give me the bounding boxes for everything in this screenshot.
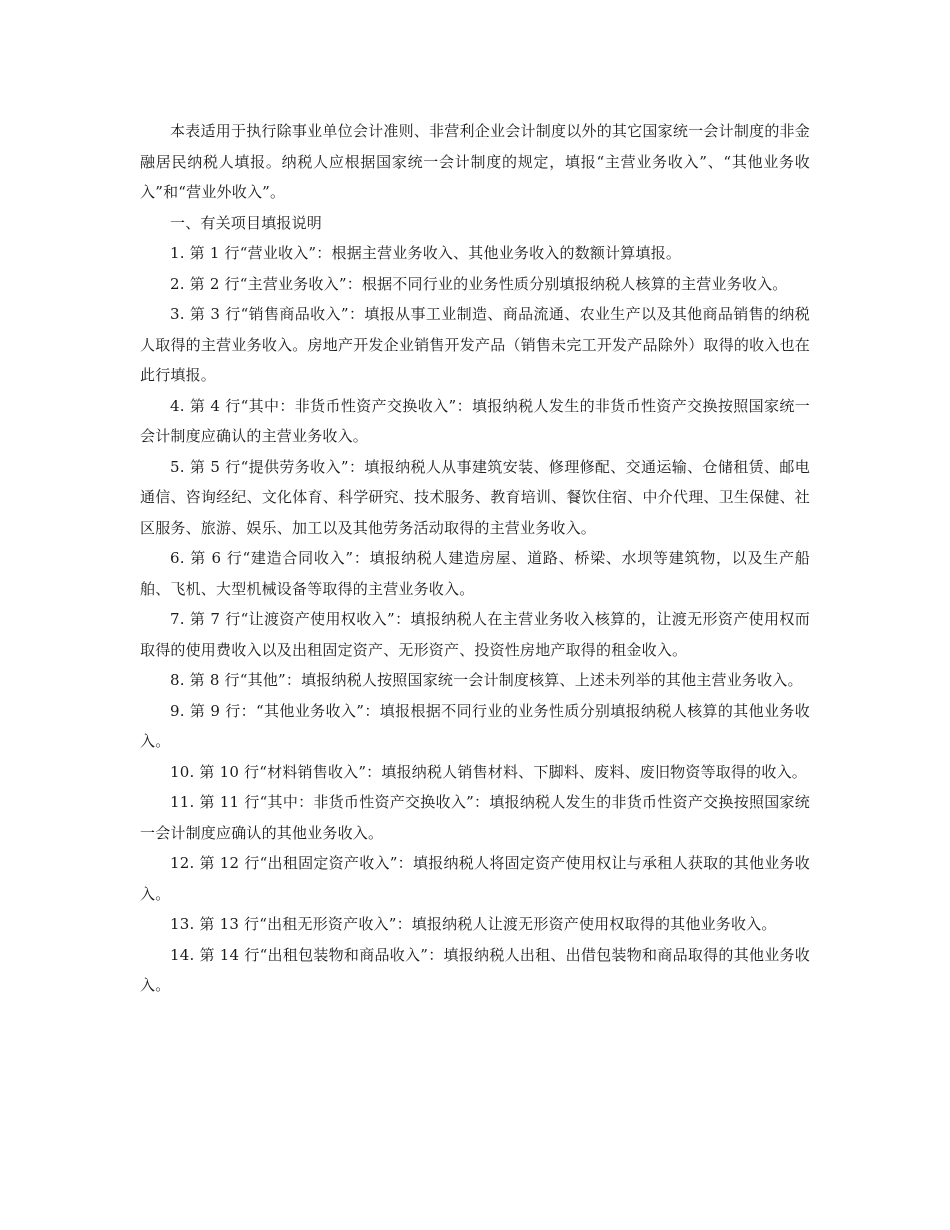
item-13-paragraph: 13. 第 13 行“出租无形资产收入”：填报纳税人让渡无形资产使用权取得的其他业务收入。	[170, 915, 777, 933]
item-2-paragraph: 2. 第 2 行“主营业务收入”：根据不同行业的业务性质分别填报纳税人核算的主营业务收入。	[170, 274, 788, 293]
item-10-paragraph: 10. 第 10 行“材料销售收入”：填报纳税人销售材料、下脚料、废料、废旧物资等取得的收入。	[170, 762, 807, 781]
document-body	[140, 116, 810, 1001]
item-3-paragraph: 3. 第 3 行“销售商品收入”：填报从事工业制造、商品流通、农业生产以及其他商品销售的纳税人取得的主营业务收入。房地产开发企业销售开发产品（销售未完工开发产品除外）取得的收入也在此行填报。	[140, 305, 810, 384]
item-7-paragraph: 7. 第 7 行“让渡资产使用权收入”：填报纳税人在主营业务收入核算的，让渡无形资产使用权而取得的使用费收入以及出租固定资产、无形资产、投资性房地产取得的租金收入。	[140, 610, 810, 659]
item-8-paragraph: 8. 第 8 行“其他”：填报纳税人按照国家统一会计制度核算、上述未列举的其他主营业务收入。	[170, 671, 803, 689]
item-9-paragraph: 9. 第 9 行：“其他业务收入”：填报根据不同行业的业务性质分别填报纳税人核算的其他业务收入。	[140, 701, 810, 750]
section-heading: 一、有关项目填报说明	[170, 213, 323, 232]
item-14-paragraph: 14. 第 14 行“出租包装物和商品收入”：填报纳税人出租、出借包装物和商品取得的其他业务收入。	[140, 945, 810, 994]
item-5-paragraph: 5. 第 5 行“提供劳务收入”：填报纳税人从事建筑安装、修理修配、交通运输、仓储租赁、邮电通信、咨询经纪、文化体育、科学研究、技术服务、教育培训、餐饮住宿、中介代理、卫生保健、社区服务、旅游、娱乐、加工以及其他劳务活动取得的主营业务收入。	[140, 457, 810, 537]
item-12-paragraph: 12. 第 12 行“出租固定资产收入”：填报纳税人将固定资产使用权让与承租人获取的其他业务收入。	[140, 854, 810, 903]
item-4-paragraph: 4. 第 4 行“其中：非货币性资产交换收入”：填报纳税人发生的非货币性资产交换按照国家统一会计制度应确认的主营业务收入。	[140, 396, 810, 445]
item-11-paragraph: 11. 第 11 行“其中：非货币性资产交换收入”：填报纳税人发生的非货币性资产交换按照国家统一会计制度应确认的其他业务收入。	[140, 793, 810, 842]
item-1-paragraph: 1. 第 1 行“营业收入”：根据主营业务收入、其他业务收入的数额计算填报。	[170, 244, 682, 262]
intro-paragraph: 本表适用于执行除事业单位会计准则、非营利企业会计制度以外的其它国家统一会计制度的非金融居民纳税人填报。纳税人应根据国家统一会计制度的规定，填报“主营业务收入”、“其他业务收入”和“营业外收入”。	[140, 122, 810, 201]
item-6-paragraph: 6. 第 6 行“建造合同收入”：填报纳税人建造房屋、道路、桥梁、水坝等建筑物，以及生产船舶、飞机、大型机械设备等取得的主营业务收入。	[140, 549, 810, 598]
